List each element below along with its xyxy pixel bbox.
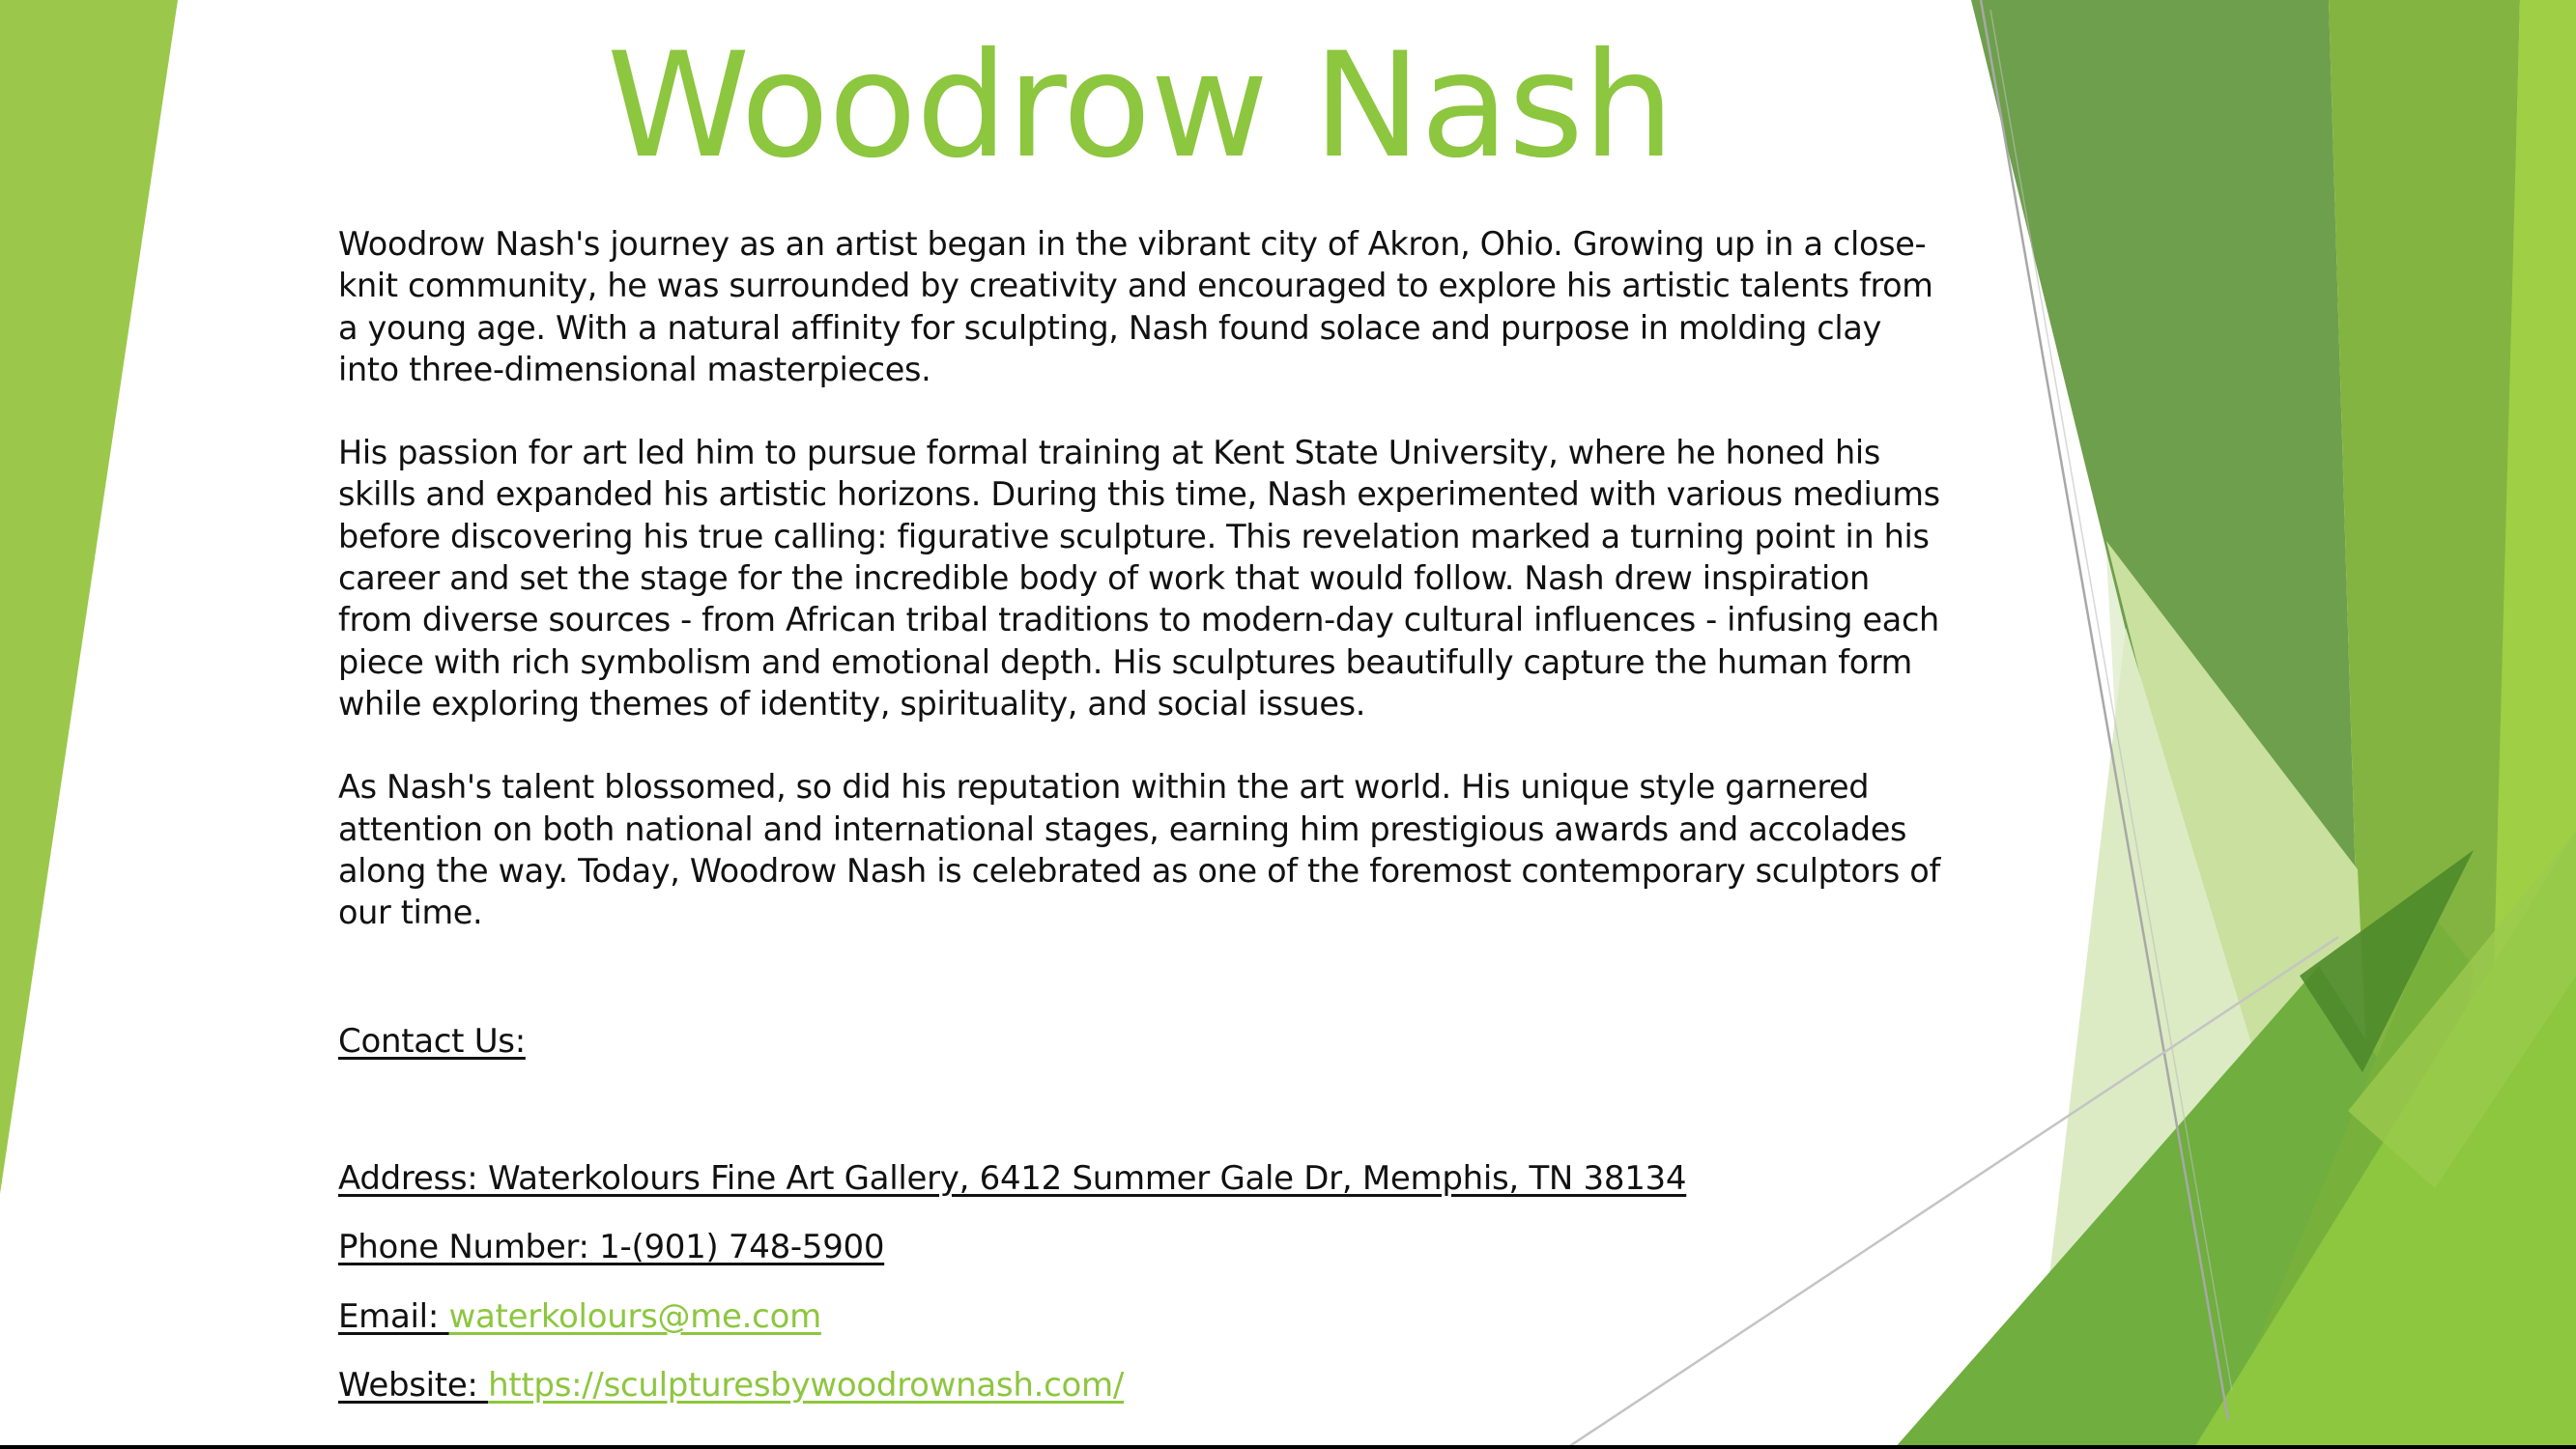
biography-text bbox=[338, 223, 1952, 975]
contact-heading: Contact Us: bbox=[338, 1022, 526, 1061]
website-label: Website: bbox=[338, 1366, 489, 1405]
biography-paragraph-2: His passion for art led him to pursue formal training at Kent State University, where he honed his skills and expanded his artistic horizons. During this time, Nash experimented with various mediums before discovering his true calling: figurative sculpture. This revelation marked a turning point in his career and set the stage for the incredible body of work that would follow. Nash drew inspiration from diverse sources - from African tribal traditions to modern-day cultural influences - infusing each piece with rich symbolism and emotional depth. His sculptures beautifully capture the human form while exploring themes of identity, spirituality, and social issues. bbox=[338, 434, 1940, 723]
bottom-border bbox=[0, 1445, 2576, 1449]
email-label: Email: bbox=[338, 1297, 449, 1336]
contact-phone: Phone Number: 1-(901) 748-5900 bbox=[338, 1228, 885, 1266]
page-title: Woodrow Nash bbox=[606, 22, 1674, 190]
biography-paragraph-3: As Nash's talent blossomed, so did his reputation within the art world. His unique style garnered attention on both national and international stages, earning him prestigious awards and accolades along the way. Today, Woodrow Nash is celebrated as one of the foremost contemporary sculptors of our time. bbox=[338, 768, 1940, 932]
contact-address: Address: Waterkolours Fine Art Gallery, 6412 Summer Gale Dr, Memphis, TN 38134 bbox=[338, 1159, 1687, 1198]
email-link[interactable]: waterkolours@me.com bbox=[448, 1297, 821, 1336]
contact-website bbox=[338, 1365, 1981, 1406]
biography-paragraph-1: Woodrow Nash's journey as an artist began in the vibrant city of Akron, Ohio. Growing up in a close-knit community, he was surrounded by creativity and encouraged to explore his artistic talents from a young age. With a natural affinity for sculpting, Nash found solace and purpose in molding clay into three-dimensional masterpieces. bbox=[338, 225, 1933, 388]
contact-email bbox=[338, 1296, 1981, 1337]
website-link[interactable]: https://sculpturesbywoodrownash.com/ bbox=[488, 1366, 1124, 1405]
